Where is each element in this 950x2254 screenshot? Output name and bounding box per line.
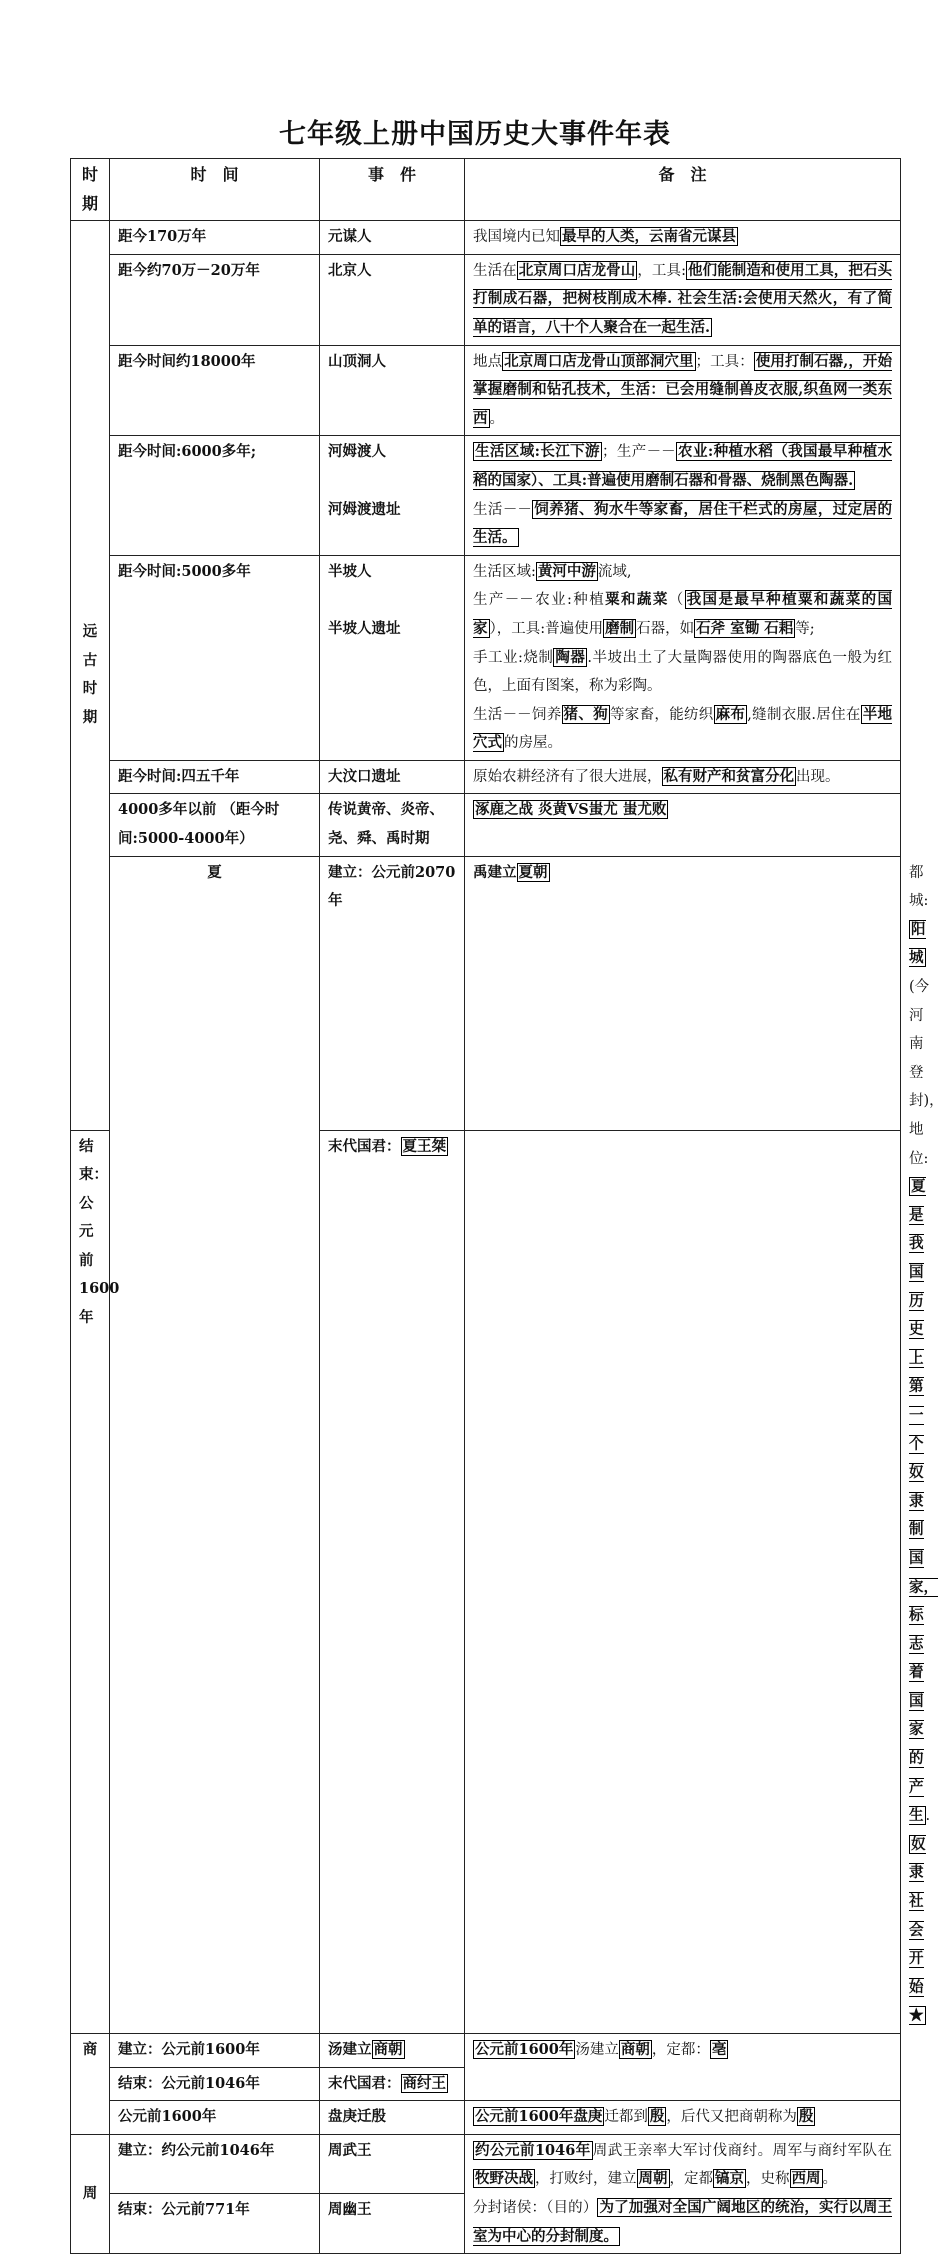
time-cell: 公元前1600年 bbox=[110, 2101, 320, 2135]
time-cell: 距今时间:6000多年; bbox=[110, 436, 320, 555]
time-cell: 建立：公元前2070年 bbox=[320, 856, 465, 1130]
note-text: 流域, bbox=[597, 563, 632, 580]
time-cell: 距今时间约18000年 bbox=[110, 345, 320, 436]
note-text: 生活在 bbox=[473, 262, 517, 279]
event-cell: 盘庚迁殷 bbox=[320, 2101, 465, 2135]
event-cell: 周幽王 bbox=[320, 2194, 465, 2254]
note-cell bbox=[465, 760, 901, 794]
note-cell bbox=[465, 345, 901, 436]
note-text: 生产－－农业:种植 bbox=[473, 592, 606, 609]
table-row bbox=[71, 760, 901, 794]
key-point: 西周 bbox=[791, 2170, 821, 2188]
note-cell bbox=[465, 254, 901, 345]
period-label: 远 古 时 期 bbox=[82, 623, 98, 726]
period-ancient bbox=[71, 221, 110, 1130]
event-cell: 山顶洞人 bbox=[320, 345, 465, 436]
period-zhou: 周 bbox=[71, 2134, 110, 2253]
event-cell: 大汶口遗址 bbox=[320, 760, 465, 794]
note-text: 迁都到 bbox=[604, 2109, 648, 2126]
note-text: 石器，如 bbox=[636, 620, 695, 637]
event-site: 半坡人遗址 bbox=[328, 619, 401, 637]
key-point: 夏王桀 bbox=[402, 1137, 446, 1155]
event-cell bbox=[320, 436, 465, 555]
note-cell bbox=[465, 221, 901, 255]
key-point: 我国是最早种植粟和蔬菜的国家 bbox=[473, 591, 893, 637]
key-point: 最早的人类，云南省元谋县 bbox=[562, 228, 736, 246]
time-cell: 距今170万年 bbox=[110, 221, 320, 255]
event-name: 半坡人 bbox=[328, 562, 372, 580]
event-site: 河姆渡遗址 bbox=[328, 500, 401, 518]
key-point: 公元前1600年 bbox=[475, 2041, 574, 2058]
note-text: .半坡出土了大量陶器使用的陶器底色一般为红色，上面有图案，称为彩陶。 bbox=[473, 649, 892, 695]
header-period: 时 期 bbox=[71, 159, 110, 221]
time-cell: 结束：公元前1046年 bbox=[110, 2067, 320, 2101]
note-text: 我国境内已知 bbox=[473, 229, 560, 246]
header-note: 备 注 bbox=[465, 159, 901, 221]
period-shang: 商 bbox=[71, 2034, 110, 2135]
note-text: 手工业:烧制 bbox=[473, 649, 554, 666]
header-event: 事 件 bbox=[320, 159, 465, 221]
note-text: 原始农耕经济有了很大进展， bbox=[473, 768, 662, 785]
table-row bbox=[71, 2034, 901, 2068]
key-point: 饲养猪、狗水牛等家畜，居住干栏式的房屋，过定居的生活。 bbox=[473, 500, 893, 547]
event-cell: 北京人 bbox=[320, 254, 465, 345]
key-point: 夏是我国历史上第一个奴隶制国家，标志着国家的产生 bbox=[909, 1178, 938, 1825]
table-row bbox=[71, 555, 901, 760]
key-point: 公元前1600年盘庚 bbox=[475, 2108, 603, 2126]
key-point: 殷 bbox=[798, 2108, 814, 2126]
key-point: 商朝 bbox=[373, 2041, 403, 2058]
note-text: （ bbox=[668, 592, 685, 609]
note-text: ，定都： bbox=[651, 2042, 710, 2058]
event-cell bbox=[465, 856, 901, 1130]
note-text: ,缝制衣服.居住在 bbox=[747, 706, 861, 723]
key-point: 涿鹿之战 炎黄VS蚩尤 蚩尤败 bbox=[475, 801, 667, 819]
note-cell bbox=[465, 2101, 901, 2135]
event-cell: 传说黄帝、炎帝、尧、舜、禹时期 bbox=[320, 794, 465, 856]
table-row bbox=[71, 254, 901, 345]
note-text: 生活－－ bbox=[473, 501, 532, 518]
period-xia: 夏 bbox=[110, 856, 320, 2033]
event-text: 末代国君： bbox=[328, 2074, 401, 2092]
note-text: ；生产－－ bbox=[601, 444, 676, 461]
note-text: 出现。 bbox=[796, 768, 840, 785]
key-term: 粟和蔬菜 bbox=[605, 591, 669, 609]
event-name: 河姆渡人 bbox=[328, 443, 386, 461]
time-cell: 结束：公元前771年 bbox=[110, 2194, 320, 2254]
header-row bbox=[71, 159, 901, 221]
event-text: 禹建立 bbox=[473, 863, 517, 881]
table-row bbox=[71, 436, 901, 555]
note-cell bbox=[465, 2134, 901, 2253]
table-row bbox=[71, 221, 901, 255]
table-row bbox=[71, 345, 901, 436]
key-point: 使用打制石器,，开始掌握磨制和钻孔技术，生活：已会用缝制兽皮衣服,织鱼网一类东西 bbox=[473, 352, 892, 427]
event-text: 末代国君： bbox=[328, 1137, 401, 1155]
time-cell: 4000多年以前 （距今时间:5000-4000年） bbox=[110, 794, 320, 856]
table-row bbox=[71, 856, 901, 1130]
key-point: 猪、狗 bbox=[563, 705, 608, 723]
key-point: 周朝 bbox=[638, 2170, 668, 2188]
note-text: (今河南登封)，地位: bbox=[909, 979, 944, 1167]
header-time: 时 间 bbox=[110, 159, 320, 221]
key-point: 麻布 bbox=[715, 705, 746, 723]
time-cell: 建立：公元前1600年 bbox=[110, 2034, 320, 2068]
key-point: 镐京 bbox=[715, 2170, 744, 2188]
note-text: ），工具:普遍使用 bbox=[489, 620, 604, 637]
event-text: 汤建立 bbox=[328, 2041, 372, 2058]
event-cell: 周武王 bbox=[320, 2134, 465, 2194]
time-cell: 距今时间:四五千年 bbox=[110, 760, 320, 794]
key-point: 夏朝 bbox=[518, 863, 548, 881]
key-point: 他们能制造和使用工具，把石头打制成石器，把树枝削成木棒. 社会生活:会使用天然火，有了简单的语言，八十个人聚合在一起生活. bbox=[473, 261, 893, 336]
key-point: 殷 bbox=[649, 2108, 665, 2126]
note-text: 生活区域: bbox=[473, 563, 536, 580]
page-title: 七年级上册中国历史大事件年表 bbox=[279, 119, 671, 150]
key-point: 北京周口店龙骨山顶部洞穴里 bbox=[504, 352, 694, 370]
note-text: ，打败纣，建立 bbox=[535, 2171, 637, 2188]
note-text: 的房屋。 bbox=[504, 735, 562, 752]
time-cell: 距今约70万－20万年 bbox=[110, 254, 320, 345]
key-point: 亳 bbox=[711, 2041, 727, 2058]
note-text: 。 bbox=[822, 2171, 837, 2188]
note-text: 。 bbox=[489, 410, 504, 427]
note-text: ；工具： bbox=[695, 353, 754, 370]
table-row bbox=[71, 2134, 901, 2194]
note-text: 都城: bbox=[909, 864, 929, 910]
note-cell bbox=[465, 436, 901, 555]
event-cell bbox=[320, 2067, 465, 2101]
key-point: 奴隶社会开始★ bbox=[909, 1835, 926, 2025]
note-text: 汤建立 bbox=[575, 2042, 619, 2058]
key-point: 陶器 bbox=[555, 648, 586, 666]
note-text: 周武王亲率大军讨伐商纣。周军与商纣军队在 bbox=[592, 2142, 893, 2159]
note-text: 分封诸侯：（目的） bbox=[473, 2199, 598, 2216]
note-text: 地点 bbox=[473, 353, 503, 370]
key-point: 石斧 室锄 石耜 bbox=[696, 619, 794, 637]
note-text: ，后代又把商朝称为 bbox=[666, 2109, 797, 2126]
note-text: 生活－－饲养 bbox=[473, 706, 562, 723]
note-cell bbox=[465, 555, 901, 760]
key-point: 商朝 bbox=[620, 2041, 650, 2058]
key-point: 私有财产和贫富分化 bbox=[663, 767, 794, 785]
note-text: 等; bbox=[795, 620, 815, 637]
note-text: . bbox=[925, 1808, 931, 1825]
table-row bbox=[71, 2101, 901, 2135]
key-point: 为了加强对全国广阔地区的统治，实行以周王室为中心的分封制度。 bbox=[473, 2198, 893, 2245]
event-cell bbox=[320, 2034, 465, 2068]
key-point: 黄河中游 bbox=[537, 562, 596, 580]
event-cell bbox=[320, 1130, 465, 2033]
key-point: 农业:种植水稻（我国最早种植水稻的国家）、工具:普遍使用磨制石器和骨器、烧制黑色陶器. bbox=[473, 443, 892, 489]
key-point: 阳城 bbox=[909, 920, 926, 967]
note-cell bbox=[465, 2034, 901, 2101]
key-point: 半地穴式 bbox=[473, 705, 893, 752]
time-cell: 建立：约公元前1046年 bbox=[110, 2134, 320, 2194]
note-text: ，史称 bbox=[746, 2171, 790, 2188]
key-point: 磨制 bbox=[605, 619, 635, 637]
key-point: 牧野决战 bbox=[475, 2170, 533, 2188]
note-text: ，定都 bbox=[669, 2171, 713, 2188]
history-table bbox=[70, 158, 944, 2254]
key-point: 生活区域:长江下游 bbox=[475, 443, 600, 461]
event-cell bbox=[320, 555, 465, 760]
time-cell: 距今时间:5000多年 bbox=[110, 555, 320, 760]
note-text: 等家畜，能纺织 bbox=[609, 706, 714, 723]
key-point: 商纣王 bbox=[402, 2074, 446, 2092]
note-cell bbox=[465, 794, 901, 856]
key-point: 北京周口店龙骨山 bbox=[518, 261, 636, 279]
note-text: ，工具: bbox=[637, 262, 686, 279]
event-cell: 元谋人 bbox=[320, 221, 465, 255]
key-point: 约公元前1046年 bbox=[475, 2141, 591, 2159]
time-cell: 结束：公元前1600年 bbox=[71, 1130, 110, 2033]
table-row bbox=[71, 794, 901, 856]
